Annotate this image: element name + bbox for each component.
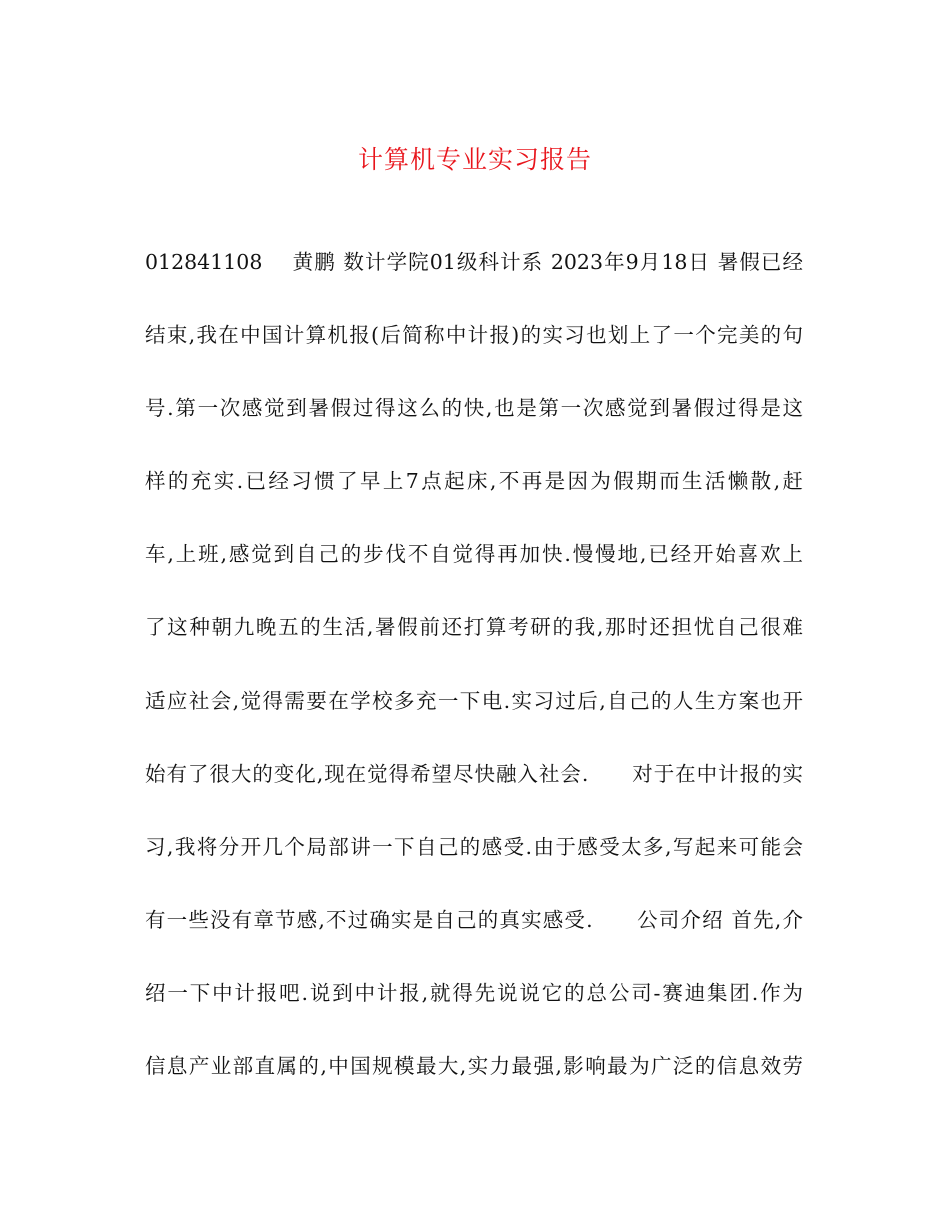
body-line: 始有了很大的变化,现在觉得希望尽快融入社会. 对于在中计报的实 bbox=[145, 761, 803, 786]
body-line: 012841108 黄鹏 数计学院01级科计系 2023年9月18日 暑假已经 bbox=[145, 250, 803, 274]
body-line: 样的充实.已经习惯了早上7点起床,不再是因为假期而生活懒散,赶 bbox=[145, 469, 803, 494]
document-title: 计算机专业实习报告 bbox=[357, 145, 592, 174]
body-line: 车,上班,感觉到自己的步伐不自觉得再加快.慢慢地,已经开始喜欢上 bbox=[145, 542, 803, 567]
body-line: 号.第一次感觉到暑假过得这么的快,也是第一次感觉到暑假过得是这 bbox=[145, 396, 803, 421]
document-body bbox=[145, 242, 815, 1119]
body-line: 了这种朝九晚五的生活,暑假前还打算考研的我,那时还担忧自己很难 bbox=[145, 615, 803, 640]
body-line: 信息产业部直属的,中国规模最大,实力最强,影响最为广泛的信息效劳 bbox=[145, 1054, 803, 1079]
body-line: 习,我将分开几个局部讲一下自己的感受.由于感受太多,写起来可能会 bbox=[145, 834, 803, 859]
body-line: 结束,我在中国计算机报(后简称中计报)的实习也划上了一个完美的句 bbox=[145, 323, 803, 348]
body-line: 有一些没有章节感,不过确实是自己的真实感受. 公司介绍 首先,介 bbox=[145, 907, 803, 932]
body-line: 适应社会,觉得需要在学校多充一下电.实习过后,自己的人生方案也开 bbox=[145, 688, 803, 713]
body-line: 绍一下中计报吧.说到中计报,就得先说说它的总公司-赛迪集团.作为 bbox=[145, 980, 803, 1005]
